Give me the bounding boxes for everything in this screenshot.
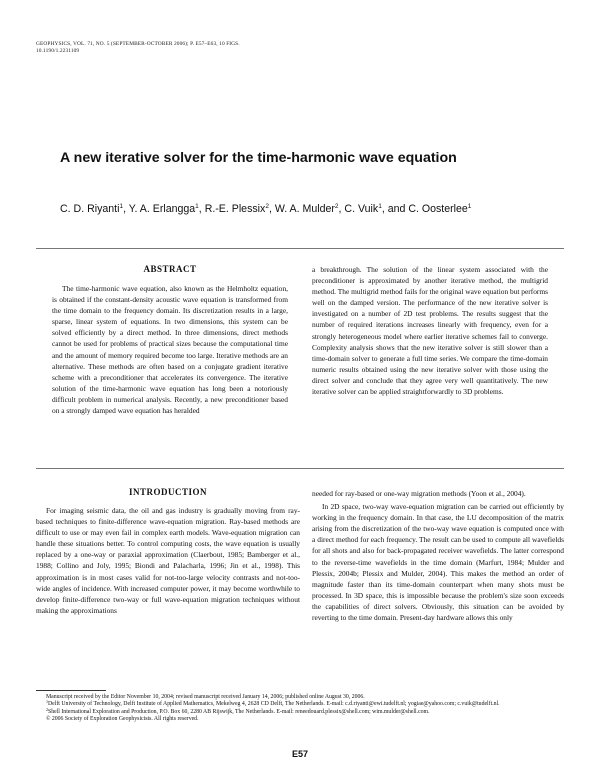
paragraph: In 2D space, two-way wave-equation migration can be carried out efficiently by working in the frequency domain. In that case, the LU decomposition of the matrix arising from the discretization of the two-way wave equation is computed once with a direct method for each frequency. The result can be used to compute all wavefields for all shots and also for back-propagated receiver wavefields. The latter correspond to the reverse-time wavefields in the time domain (Marfurt, 1984; Mulder and Plessix, 2004b; Plessix and Mulder, 2004). This makes the method an order of magnitude faster than its time-domain counterpart when many shots must be processed. In 3D space, this is impossible because the problem's size soon exceeds the capabilities of direct solvers. Obviously, this situation can be avoided by reverting to the time domain. Present-day hardware allows this only	[312, 502, 564, 623]
affiliation-note: $^2$Shell International Exploration and Production, P.O. Box 60, 2280 AB Rijswijk, The Netherlands. E-mail: reneedouard.plessix@shell.com; wim.mulder@shell.com.	[46, 706, 430, 715]
abstract-column-left: The time-harmonic wave equation, also known as the Helmholtz equation, is obtained if the constant-density acoustic wave equation is transformed from the time domain to the frequency domain. Its discretization results in a large, sparse, linear system of equations. In two dimensions, this system can be solved efficiently by a direct method. In three dimensions, direct methods cannot be used for problems of practical sizes because the computational time and the amount of memory required become too large. Iterative methods are an alternative. These methods are often based on a conjugate gradient iterative scheme with a preconditioner that accelerates its convergence. The iterative solution of the time-harmonic wave equation has long been a notoriously difficult problem in numerical analysis. Recently, a new preconditioner based on a strongly damped wave equation has heralded	[52, 284, 288, 416]
author: C. Oosterlee$^1$	[408, 203, 472, 215]
journal-header	[36, 41, 336, 55]
received-note: Manuscript received by the Editor November 10, 2004; revised manuscript received January 14, 2006; published online August 30, 2006.	[46, 694, 365, 700]
abstract-column-right: a breakthrough. The solution of the linear system associated with the preconditioner is approximated by another iterative method, the multigrid method. The multigrid method fails for the original wave equation but performs well on the damped version. The performance of the new iterative solver is investigated on a number of 2D test problems. The results suggest that the number of required iterations increases linearly with frequency, even for a strongly heterogeneous model where earlier iterative schemes fail to converge. Complexity analysis shows that the new iterative solver is still slower than a time-domain solver to generate a full time series. We compare the time-domain numeric results obtained using the new iterative solver with those using the direct solver and conclude that they agree very well quantitatively. The new iterative solver can be applied straightforwardly to 3D problems.	[312, 265, 548, 397]
author: W. A. Mulder$^2$,	[274, 203, 345, 215]
paragraph: needed for ray-based or one-way migration methods (Yoon et al., 2004).	[312, 489, 526, 498]
introduction-heading: INTRODUCTION	[128, 487, 207, 497]
journal-citation: GEOPHYSICS, VOL. 71, NO. 5 (SEPTEMBER-OCTOBER 2006); P. E57–E63, 10 FIGS.	[36, 41, 240, 47]
footnotes	[36, 694, 564, 724]
page-number: E57	[291, 749, 308, 759]
author: R.-E. Plessix$^2$,	[204, 203, 275, 215]
abstract-heading: ABSTRACT	[143, 264, 197, 274]
introduction-column-right	[312, 488, 564, 623]
paper-title: A new iterative solver for the time-harmonic wave equation	[60, 150, 457, 166]
author-list	[60, 202, 560, 216]
introduction-column-left: For imaging seismic data, the oil and gas industry is gradually moving from ray-based techniques to finite-difference wave-equation migration. Ray-based methods are difficult to use or may even fail in complex earth models. Wave-equation migration can handle these situations better. To control computing costs, the wave equation is usually replaced by a one-way or paraxial approximation (Claerbout, 1985; Bamberger et al., 1988; Collino and Joly, 1995; Biondi and Palacharla, 1996; Jin et al., 1998). This approximation is in most cases valid for not-too-large velocity contrasts and not-too-wide angles of incidence. With increased computer power, it may become worthwhile to develop finite-difference two-way or full wave-equation migration techniques without making the approximations	[36, 506, 300, 615]
author: C. Vuik$^1$, and	[344, 203, 409, 215]
author: C. D. Riyanti$^1$,	[60, 203, 129, 215]
affiliation-note: $^1$Delft University of Technology, Delft Institute of Applied Mathematics, Mekelweg 4, 2628 CD Delft, The Netherlands. E-mail: c.d.riyanti@ewi.tudelft.nl; yogiae@yahoo.com; c.vuik@tudelft.nl.	[46, 699, 500, 708]
author: Y. A. Erlangga$^1$,	[128, 203, 205, 215]
footnote-rule	[36, 690, 106, 691]
doi: 10.1190/1.2231109	[36, 48, 80, 54]
copyright-note: © 2006 Society of Exploration Geophysicists. All rights reserved.	[46, 716, 199, 723]
